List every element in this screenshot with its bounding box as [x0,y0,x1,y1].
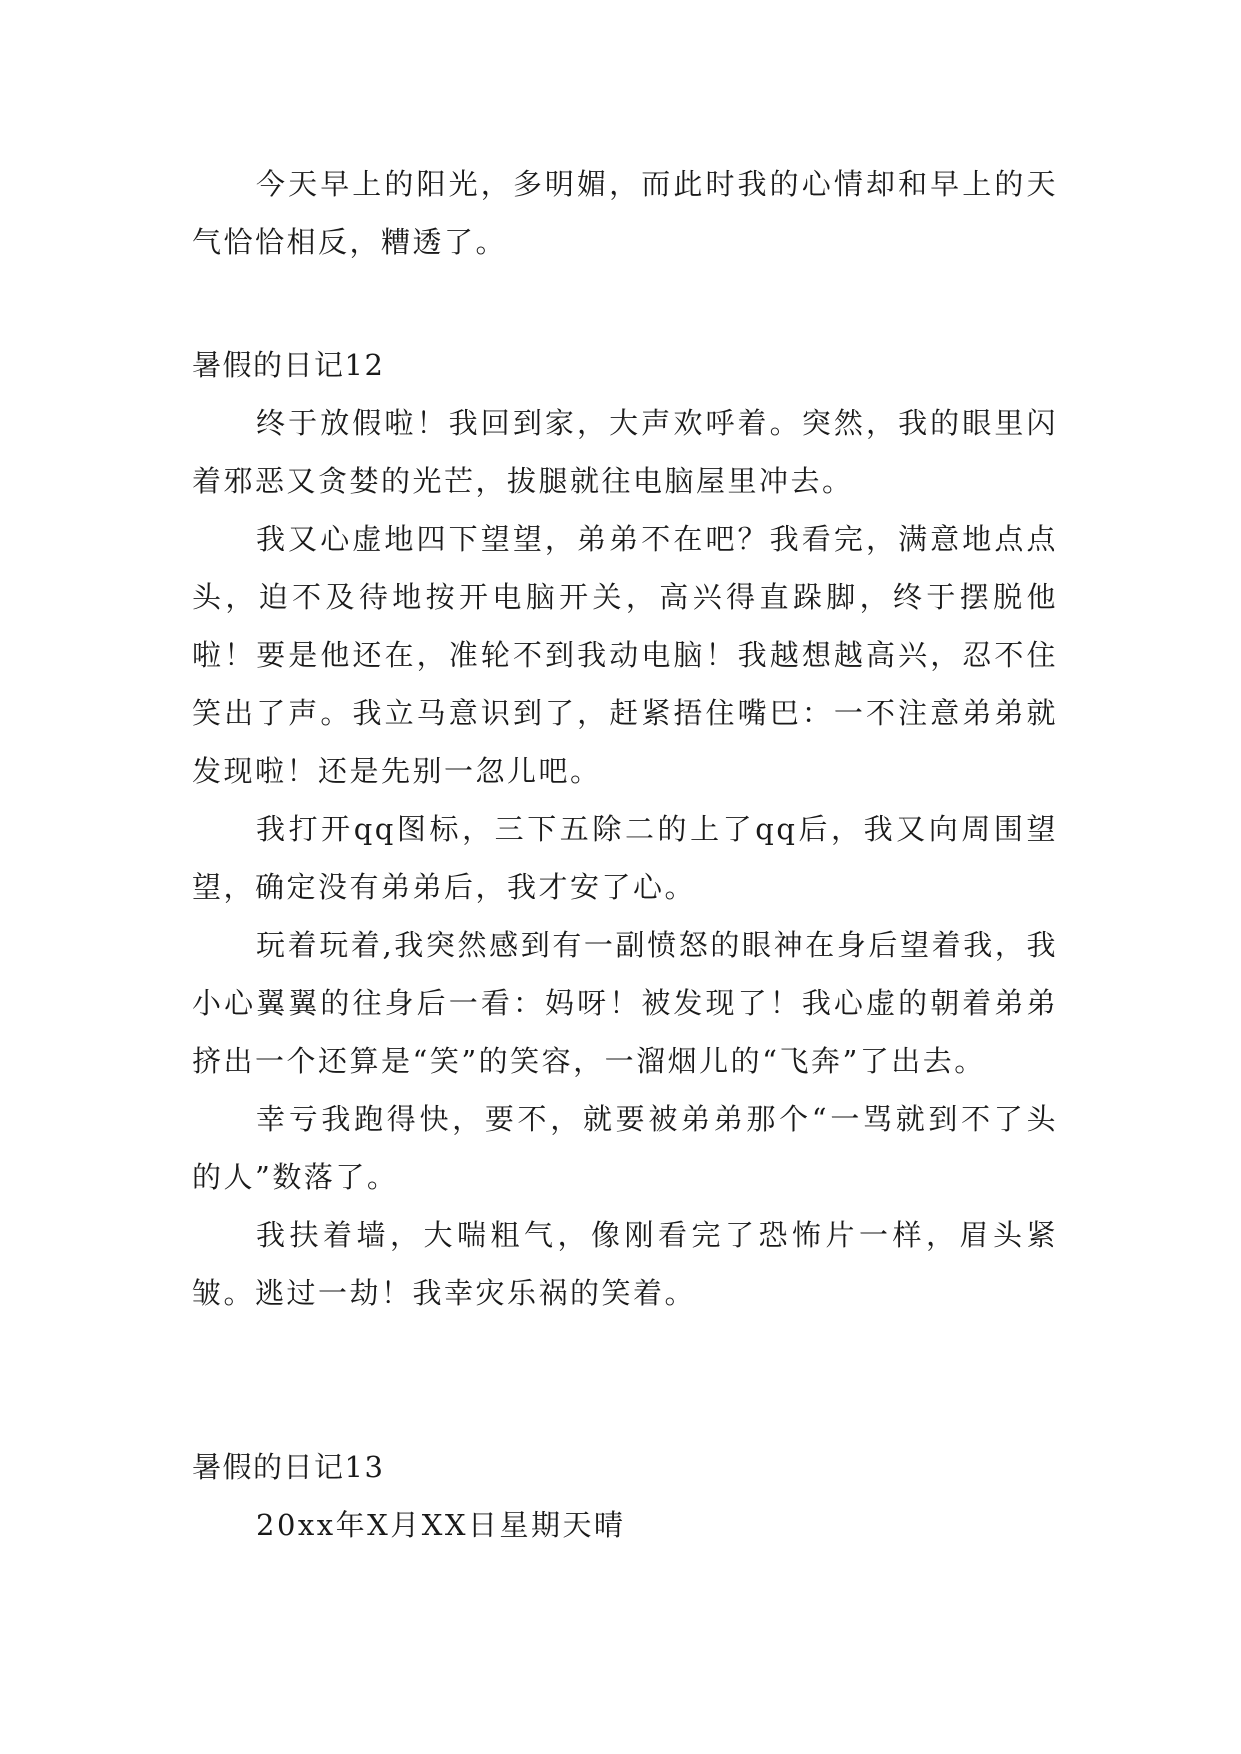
paragraph: 我打开qq图标，三下五除二的上了qq后，我又向周围望望，确定没有弟弟后，我才安了心。 [192,812,1058,904]
diary-entry-12 [192,336,1058,1322]
paragraph: 终于放假啦！我回到家，大声欢呼着。突然，我的眼里闪着邪恶又贪婪的光芒，拔腿就往电脑屋里冲去。 [192,406,1058,498]
paragraph: 今天早上的阳光，多明媚，而此时我的心情却和早上的天气恰恰相反，糟透了。 [192,167,1058,259]
paragraph: 幸亏我跑得快，要不，就要被弟弟那个“一骂就到不了头的人”数落了。 [192,1102,1058,1194]
diary-entry-13 [192,1438,1058,1554]
paragraph: 玩着玩着,我突然感到有一副愤怒的眼神在身后望着我，我小心翼翼的往身后一看：妈呀！被发现了！我心虚的朝着弟弟挤出一个还算是“笑”的笑容，一溜烟儿的“飞奔”了出去。 [192,928,1058,1078]
intro-block [192,155,1058,271]
paragraph: 我又心虚地四下望望，弟弟不在吧？我看完，满意地点点头，迫不及待地按开电脑开关，高兴得直跺脚，终于摆脱他啦！要是他还在，准轮不到我动电脑！我越想越高兴，忍不住笑出了声。我立马意识到了，赶紧捂住嘴巴：一不注意弟弟就发现啦！还是先别一忽儿吧。 [192,522,1058,788]
entry-date-line: 20xx年X月XX日星期天晴 [256,1508,626,1542]
paragraph: 我扶着墙，大喘粗气，像刚看完了恐怖片一样，眉头紧皱。逃过一劫！我幸灾乐祸的笑着。 [192,1218,1058,1310]
entry-heading: 暑假的日记13 [192,1450,385,1484]
entry-heading: 暑假的日记12 [192,348,385,382]
